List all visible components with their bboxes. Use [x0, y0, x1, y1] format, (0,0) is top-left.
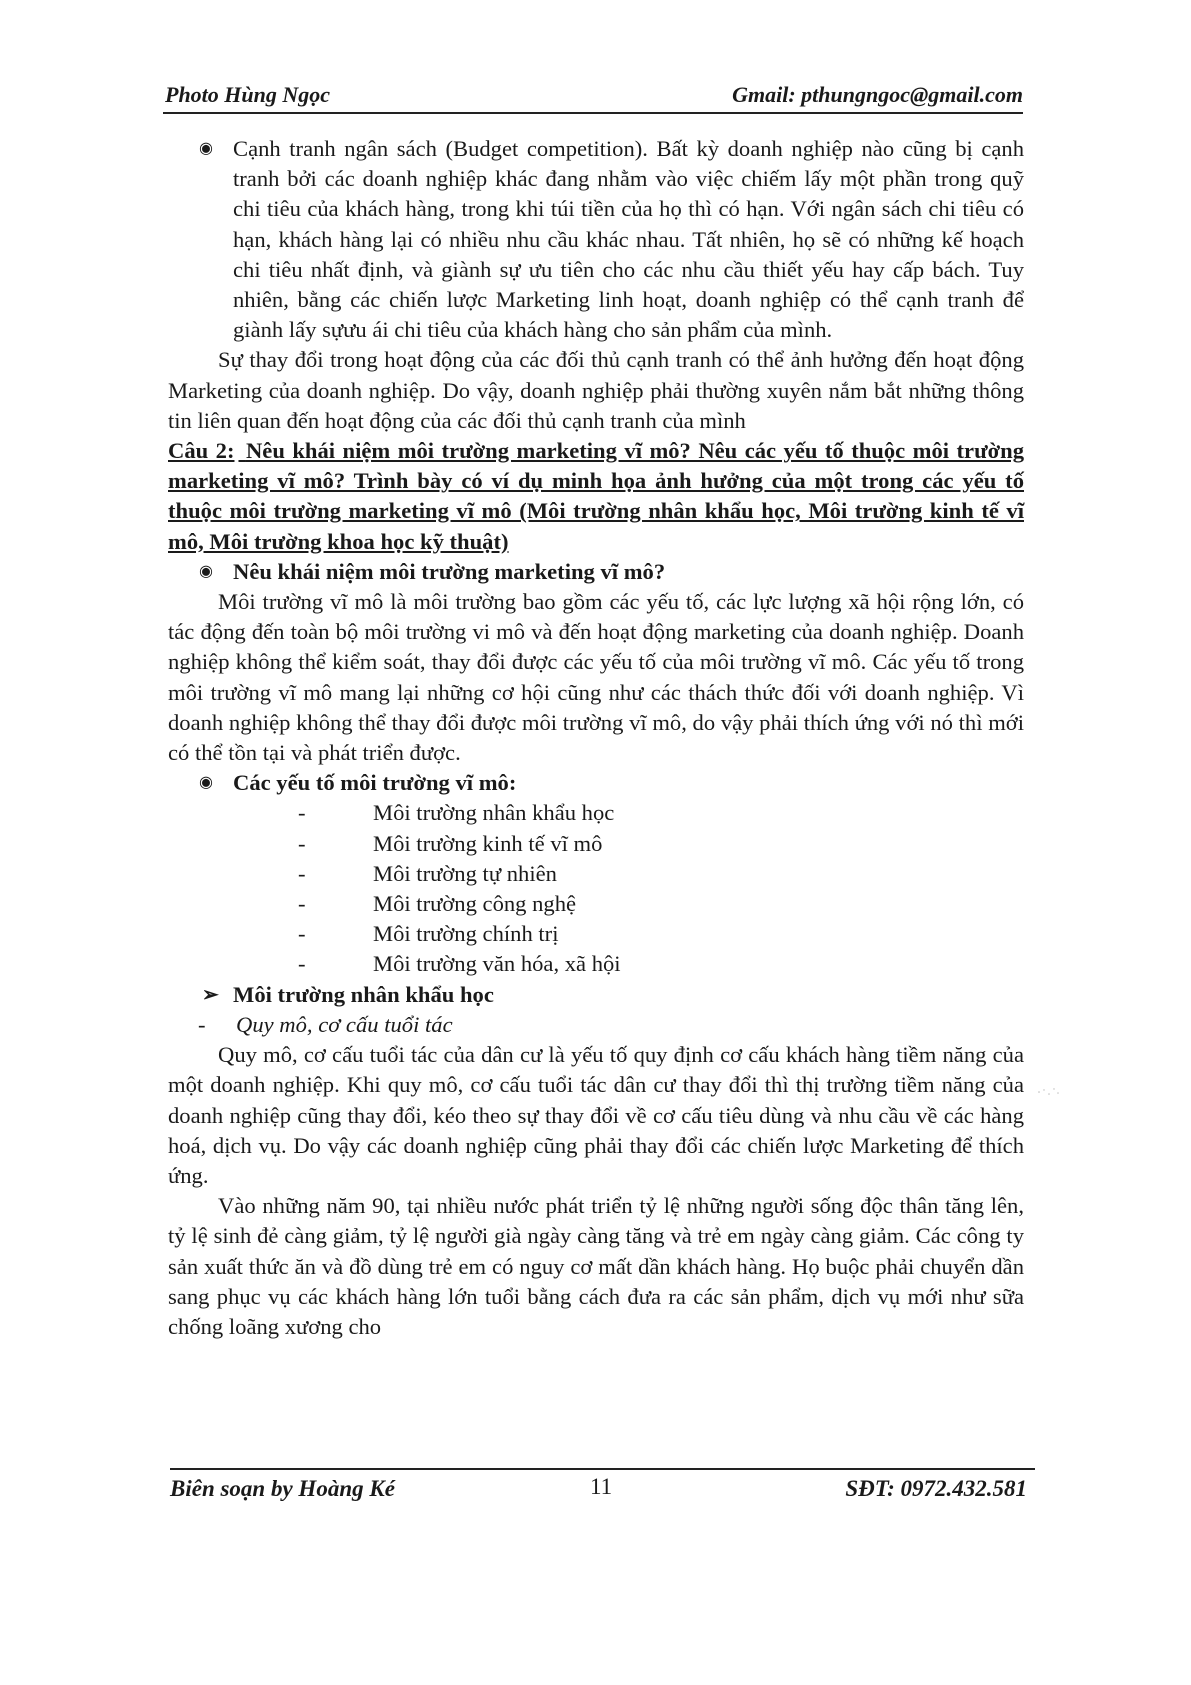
concept-heading	[168, 557, 1024, 587]
list-item-text: Môi trường văn hóa, xã hội	[373, 951, 621, 977]
budget-competition-text: Cạnh tranh ngân sách (Budget competition). Bất kỳ doanh nghiệp nào cũng bị cạnh tranh bởi các doanh nghiệp khác đang nhằm vào việc chiếm lấy một phần trong quỹ chi tiêu của khách hàng, trong khi túi tiền của họ thì có hạn. Với ngân sách chi tiêu có hạn, khách hàng lại có nhiều nhu cầu khác nhau. Tất nhiên, họ sẽ có những kế hoạch chi tiêu nhất định, và giành sự ưu tiên cho các nhu cầu thiết yếu hay cấp bách. Tuy nhiên, bằng các chiến lược Marketing linh hoạt, doanh nghiệp có thể cạnh tranh để giành lấy sựưu ái chi tiêu của khách hàng cho sản phẩm của mình.	[233, 136, 1024, 343]
list-item	[168, 919, 1024, 949]
question-label: Câu 2:	[168, 438, 235, 464]
page-body	[168, 134, 1024, 1342]
factors-heading-text: Các yếu tố môi trường vĩ mô:	[233, 770, 517, 796]
dash-bullet: -	[298, 921, 306, 947]
list-item-text: Môi trường tự nhiên	[373, 860, 557, 886]
dash-bullet: -	[198, 1011, 206, 1037]
demographic-paragraph-2: Vào những năm 90, tại nhiều nước phát triển tỷ lệ những người sống độc thân tăng lên, tỷ lệ sinh đẻ càng giảm, tỷ lệ người già ngày càng tăng và trẻ em ngày càng giảm. Các công ty sản xuất thức ăn và đồ dùng trẻ em có nguy cơ mất dần khách hàng. Họ buộc phải chuyển dần sang phục vụ các khách hàng lớn tuổi bằng cách đưa ra các sản phẩm, dịch vụ mới như sữa chống loãng xương cho	[168, 1193, 1024, 1339]
footer-phone: SĐT: 0972.432.581	[845, 1476, 1027, 1501]
footer-author: Biên soạn by Hoàng Ké	[170, 1476, 395, 1501]
age-structure-subheading	[168, 1010, 1024, 1040]
question-heading	[168, 436, 1024, 557]
circle-bullet-icon: ◉	[199, 562, 213, 580]
demographic-paragraph-1: Quy mô, cơ cấu tuổi tác của dân cư là yếu tố quy định cơ cấu khách hàng tiềm năng của một doanh nghiệp. Khi quy mô, cơ cấu tuổi tác dân cư thay đổi thì thị trường tiềm năng của doanh nghiệp cũng thay đổi, kéo theo sự thay đổi về cơ cấu tiêu dùng và nhu cầu về các hàng hoá, dịch vụ. Do vậy các doanh nghiệp cũng phải thay đổi các chiến lược Marketing để thích ứng.	[168, 1042, 1024, 1188]
question-text: Nêu khái niệm môi trường marketing vĩ mô? Nêu các yếu tố thuộc môi trường marketing vĩ mô? Trình bày có ví dụ minh họa ảnh hưởng của một trong các yếu tố thuộc môi trường marketing vĩ mô (Môi trường nhân khẩu học, Môi trường kinh tế vĩ mô, Môi trường khoa học kỹ thuật)	[168, 438, 1024, 554]
list-item	[168, 829, 1024, 859]
circle-bullet-icon: ◉	[199, 774, 213, 792]
concept-heading-text: Nêu khái niệm môi trường marketing vĩ mô?	[233, 558, 666, 584]
budget-competition-paragraph	[168, 134, 1024, 345]
page-number: 11	[590, 1474, 613, 1499]
list-item-text: Môi trường nhân khẩu học	[373, 800, 615, 826]
arrow-bullet-icon: ➢	[202, 983, 219, 1006]
dash-bullet: -	[298, 800, 306, 826]
list-item-text: Môi trường công nghệ	[373, 891, 577, 917]
circle-bullet-icon: ◉	[199, 140, 213, 157]
demographic-heading	[168, 980, 1024, 1010]
page-header	[163, 78, 1023, 114]
age-structure-subheading-text: Quy mô, cơ cấu tuổi tác	[236, 1011, 453, 1037]
dash-bullet: -	[298, 860, 306, 886]
dash-bullet: -	[298, 951, 306, 977]
header-shop-name: Photo Hùng Ngọc	[165, 82, 331, 107]
page-footer	[170, 1468, 1035, 1506]
concept-paragraph: Môi trường vĩ mô là môi trường bao gồm các yếu tố, các lực lượng xã hội rộng lớn, có tác động đến toàn bộ môi trường vi mô và đến hoạt động marketing của doanh nghiệp. Doanh nghiệp không thể kiểm soát, thay đổi được các yếu tố của môi trường vĩ mô. Các yếu tố trong môi trường vĩ mô mang lại những cơ hội cũng như các thách thức đối với doanh nghiệp. Vì doanh nghiệp không thể thay đổi được môi trường vĩ mô, do vậy phải thích ứng với nó thì mới có thể tồn tại và phát triển được.	[168, 589, 1024, 766]
dash-bullet: -	[298, 891, 306, 917]
competitor-change-paragraph: Sự thay đổi trong hoạt động của các đối thủ cạnh tranh có thể ảnh hưởng đến hoạt động Marketing của doanh nghiệp. Do vậy, doanh nghiệp phải thường xuyên nắm bắt những thông tin liên quan đến hoạt động của các đối thủ cạnh tranh của mình	[168, 347, 1024, 433]
list-item	[168, 798, 1024, 828]
factors-heading	[168, 768, 1024, 798]
header-email: Gmail: pthungngoc@gmail.com	[732, 82, 1023, 107]
list-item-text: Môi trường chính trị	[373, 921, 559, 947]
scan-noise-specks	[1036, 1082, 1062, 1102]
dash-bullet: -	[298, 830, 306, 856]
list-item	[168, 859, 1024, 889]
list-item-text: Môi trường kinh tế vĩ mô	[373, 830, 603, 856]
demographic-heading-text: Môi trường nhân khẩu học	[233, 981, 494, 1007]
factors-list	[168, 798, 1024, 979]
list-item	[168, 949, 1024, 979]
list-item	[168, 889, 1024, 919]
